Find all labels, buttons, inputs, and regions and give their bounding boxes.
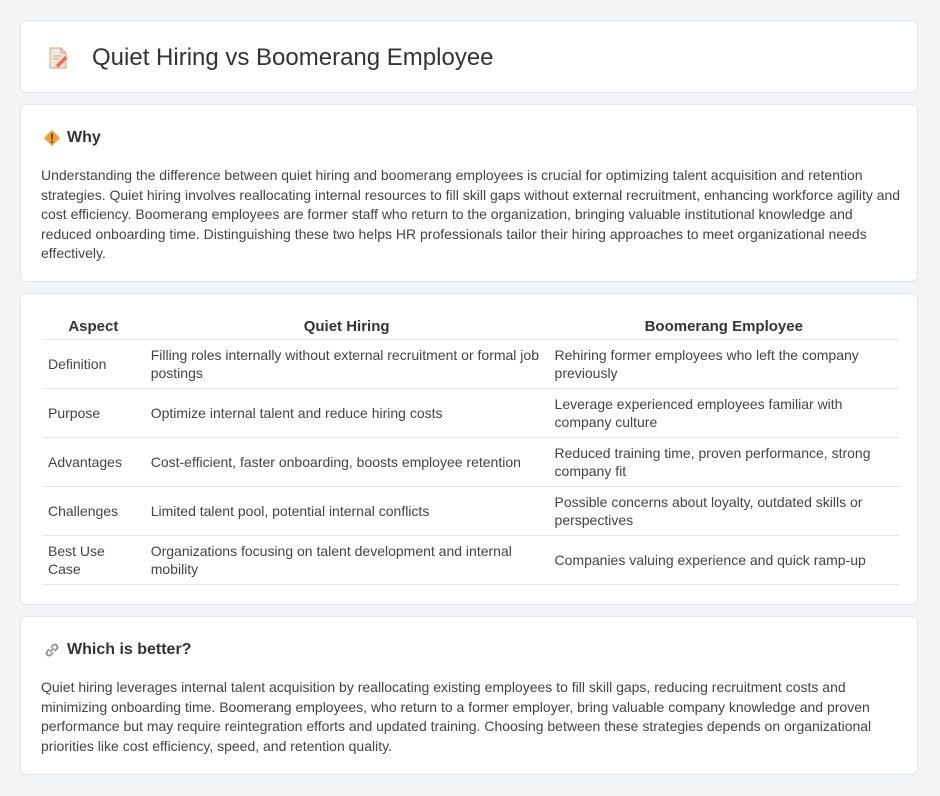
aspect-cell: Purpose [42,389,145,438]
boomerang-cell: Rehiring former employees who left the company previously [549,340,899,389]
aspect-cell: Advantages [42,438,145,487]
table-row [42,487,899,536]
header-aspect: Aspect [42,313,145,340]
aspect-cell: Challenges [42,487,145,536]
better-paragraph: Quiet hiring leverages internal talent acquisition by reallocating existing employees to fill skill gaps, reducing recruitment costs and minimizing onboarding time. Boomerang employees, who return to a former employer, bring valuable company knowledge and proven performance but may require reintegration efforts and updated training. Choosing between these strategies depends on organizational priorities like cost efficiency, speed, and retention quality. [41,679,872,754]
page-title: Quiet Hiring vs Boomerang Employee [92,44,494,71]
better-heading: Which is better? [67,641,192,658]
quiet-hiring-cell: Filling roles internally without external recruitment or formal job postings [145,340,549,389]
aspect-cell: Definition [42,340,145,389]
boomerang-cell: Companies valuing experience and quick ramp-up [549,536,899,585]
quiet-hiring-cell: Optimize internal talent and reduce hiring costs [145,389,549,438]
comparison-section [20,293,918,605]
table-row [42,438,899,487]
table-row [42,536,899,585]
table-row [42,389,899,438]
document-pencil-icon [47,46,69,70]
table-header-row [42,313,899,340]
quiet-hiring-cell: Limited talent pool, potential internal conflicts [145,487,549,536]
quiet-hiring-cell: Cost-efficient, faster onboarding, boosts employee retention [145,438,549,487]
title-card [20,20,918,93]
why-paragraph: Understanding the difference between quiet hiring and boomerang employees is crucial for optimizing talent acquisition and retention strategies. Quiet hiring involves reallocating internal resources to fill skill gaps without external recruitment, enhancing workforce agility and cost efficiency. Boomerang employees are former staff who return to the organization, bringing valuable institutional knowledge and reduced onboarding time. Distinguishing these two helps HR professionals tailor their hiring approaches to meet organizational needs effectively. [41,167,901,262]
quiet-hiring-cell: Organizations focusing on talent development and internal mobility [145,536,549,585]
why-section [20,104,918,282]
why-heading: Why [67,129,101,146]
header-boomerang-employee: Boomerang Employee [549,313,899,340]
aspect-cell: Best Use Case [42,536,145,585]
which-is-better-section [20,616,918,775]
boomerang-cell: Leverage experienced employees familiar with company culture [549,389,899,438]
boomerang-cell: Possible concerns about loyalty, outdated skills or perspectives [549,487,899,536]
warning-diamond-icon [43,129,61,147]
link-icon [43,641,61,659]
boomerang-cell: Reduced training time, proven performance, strong company fit [549,438,899,487]
header-quiet-hiring: Quiet Hiring [145,313,549,340]
table-row [42,340,899,389]
comparison-table [42,313,899,585]
